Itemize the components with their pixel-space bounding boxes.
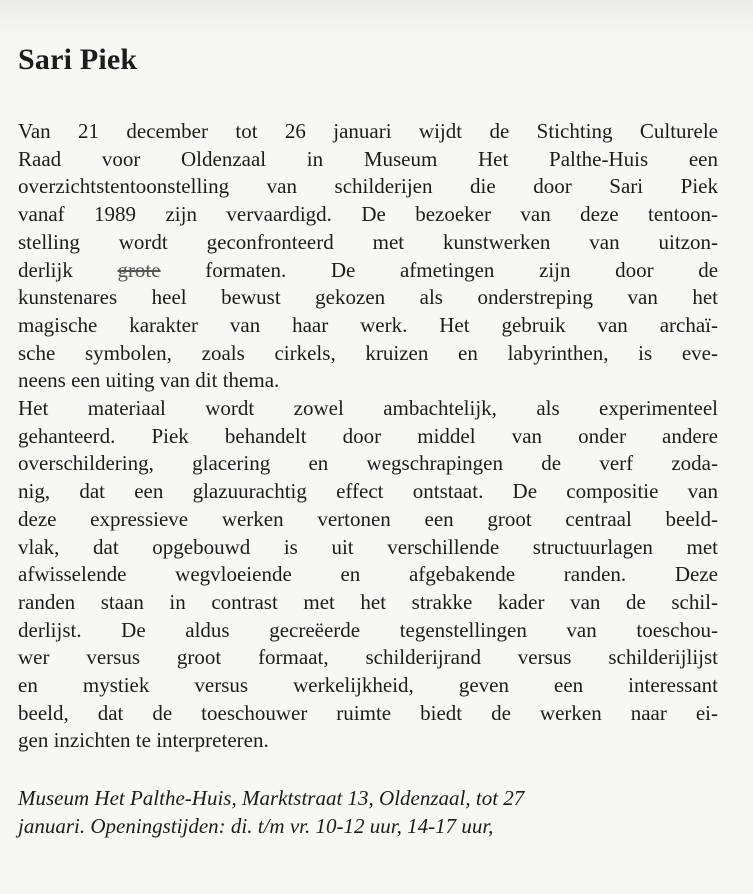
body-line: gehanteerd. Piek behandelt door middel van onder andere [18,423,718,448]
article [18,40,718,841]
body-line: Raad voor Oldenzaal in Museum Het Palthe-Huis een [18,146,718,171]
body-line: overzichtstentoonstelling van schilderijen die door Sari Piek [18,174,718,199]
body-line: vanaf 1989 zijn vervaardigd. De bezoeker van deze tentoon- [18,202,718,227]
body-line-with-strikethrough [18,257,718,285]
body-line: derlijst. De aldus gecreëerde tegenstellingen van toeschou- [18,617,718,642]
body-line: beeld, dat de toeschouwer ruimte biedt de werken naar ei- [18,700,718,725]
exhibition-info [18,785,718,840]
body-line: overschildering, glacering en wegschrapingen de verf zoda- [18,451,718,476]
struck-word: grote [117,257,161,282]
footer-line: januari. Openingstijden: di. t/m vr. 10-12 uur, 14-17 uur, [18,813,494,838]
line-words-after: formaten. De afmetingen zijn door de [205,257,719,282]
body-line: deze expressieve werken vertonen een groot centraal beeld- [18,506,718,531]
article-body [18,118,718,755]
body-line: sche symbolen, zoals cirkels, kruizen en labyrinthen, is eve- [18,340,718,365]
body-line: neens een uiting van dit thema. [18,368,280,393]
body-line: en mystiek versus werkelijkheid, geven een interessant [18,673,718,698]
body-line: Het materiaal wordt zowel ambachtelijk, als experimenteel [18,396,718,421]
body-line: vlak, dat opgebouwd is uit verschillende structuurlagen met [18,534,718,559]
body-line: Van 21 december tot 26 januari wijdt de Stichting Culturele [18,119,718,143]
footer-line: Museum Het Palthe-Huis, Marktstraat 13, Oldenzaal, tot 27 [18,786,525,811]
article-title: Sari Piek [18,43,138,76]
body-line: stelling wordt geconfronteerd met kunstwerken van uitzon- [18,229,718,254]
body-line: nig, dat een glazuurachtig effect ontstaat. De compositie van [18,479,718,504]
body-line: magische karakter van haar werk. Het gebruik van archaï- [18,312,718,337]
body-line: randen staan in contrast met het strakke kader van de schil- [18,589,718,614]
body-line: wer versus groot formaat, schilderijrand versus schilderijlijst [18,645,718,670]
body-line: kunstenares heel bewust gekozen als onderstreping van het [18,285,718,310]
body-line: gen inzichten te interpreteren. [18,728,269,753]
line-word-before: derlijk [18,257,73,282]
scan-top-margin [0,0,753,32]
body-line: afwisselende wegvloeiende en afgebakende randen. Deze [18,562,718,587]
